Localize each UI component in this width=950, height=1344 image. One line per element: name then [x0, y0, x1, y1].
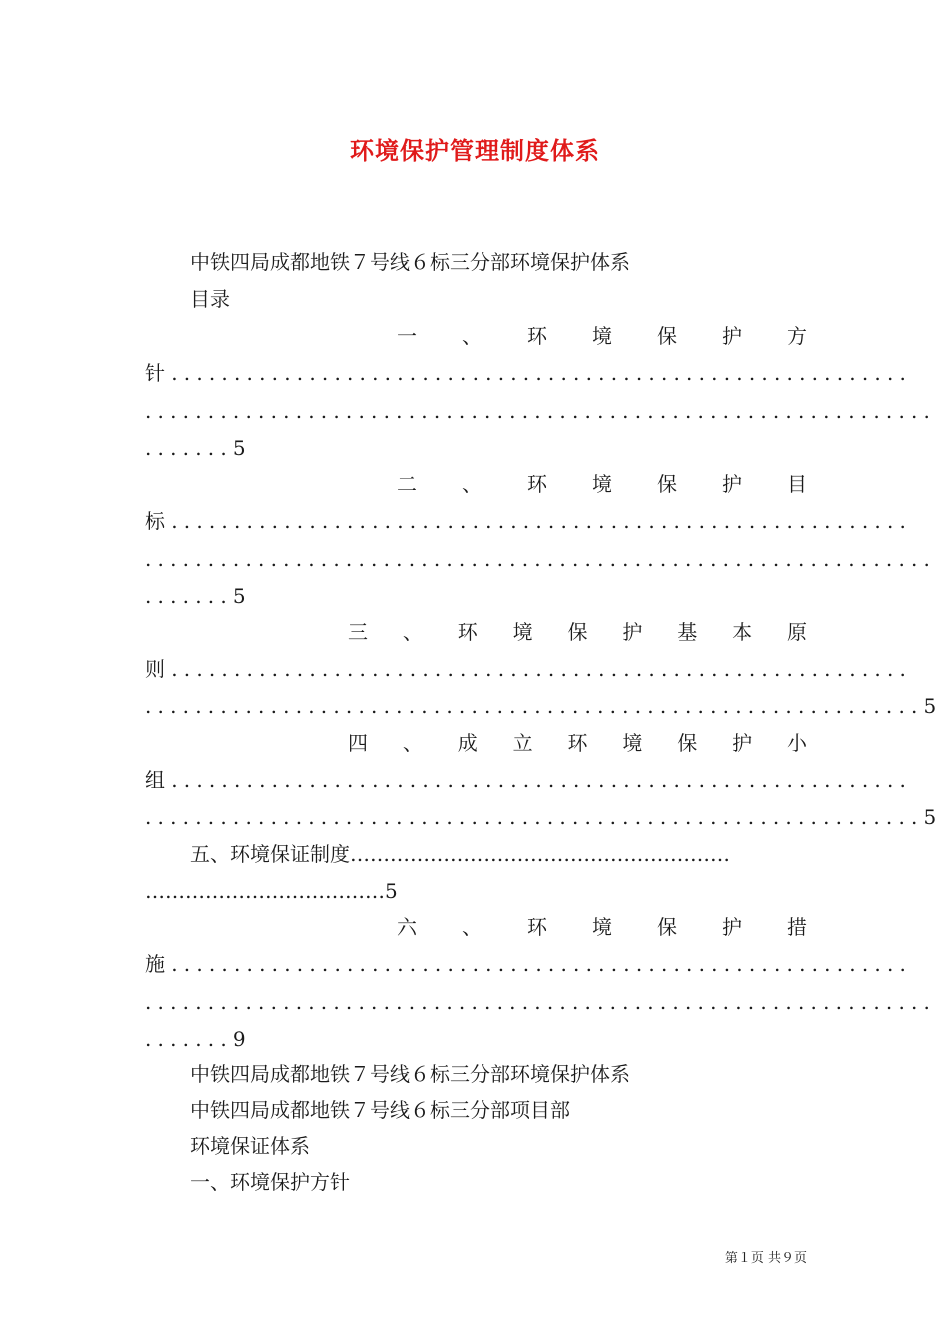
toc-entry-6-leader-cont: ............................................................... [145, 990, 937, 1014]
toc-heading: 目录 [190, 287, 230, 311]
toc-entry-1-leader: 针........................................................... [145, 361, 913, 385]
toc-entry-3-page: ..............................................................5 [145, 694, 943, 718]
section-heading-1: 一、环境保护方针 [190, 1170, 350, 1194]
toc-entry-5-page: ………………………………5 [145, 879, 398, 903]
toc-entry-4-title: 四 、 成 立 环 境 保 护 小 [348, 731, 807, 755]
toc-entry-1-title: 一 、 环 境 保 护 方 [397, 324, 807, 348]
header-line: 中铁四局成都地铁７号线６标三分部环境保护体系 [190, 250, 630, 274]
toc-entry-4-leader: 组........................................................... [145, 768, 913, 792]
toc-entry-1-leader-cont: ............................................................... [145, 399, 937, 423]
toc-entry-2-leader: 标........................................................... [145, 509, 913, 533]
page-number-footer: 第１页 共９页 [724, 1251, 807, 1266]
toc-entry-2-title: 二 、 环 境 保 护 目 [397, 472, 807, 496]
toc-entry-6-leader: 施........................................................... [145, 952, 913, 976]
toc-entry-5-title: 五、环境保证制度………………………………………………… [190, 842, 730, 866]
document-title: 环境保护管理制度体系 [350, 136, 600, 165]
toc-entry-4-page: ..............................................................5 [145, 805, 943, 829]
toc-entry-3-title: 三 、 环 境 保 护 基 本 原 [348, 620, 807, 644]
toc-entry-1-page: .......5 [145, 436, 252, 460]
body-paragraph-1: 中铁四局成都地铁７号线６标三分部环境保护体系 [190, 1062, 630, 1086]
toc-entry-6-title: 六 、 环 境 保 护 措 [397, 915, 807, 939]
toc-entry-2-leader-cont: ............................................................... [145, 547, 937, 571]
body-paragraph-3: 环境保证体系 [190, 1134, 310, 1158]
body-paragraph-2: 中铁四局成都地铁７号线６标三分部项目部 [190, 1098, 570, 1122]
toc-entry-3-leader: 则........................................................... [145, 657, 913, 681]
toc-entry-6-page: .......9 [145, 1027, 252, 1051]
toc-entry-2-page: .......5 [145, 584, 252, 608]
